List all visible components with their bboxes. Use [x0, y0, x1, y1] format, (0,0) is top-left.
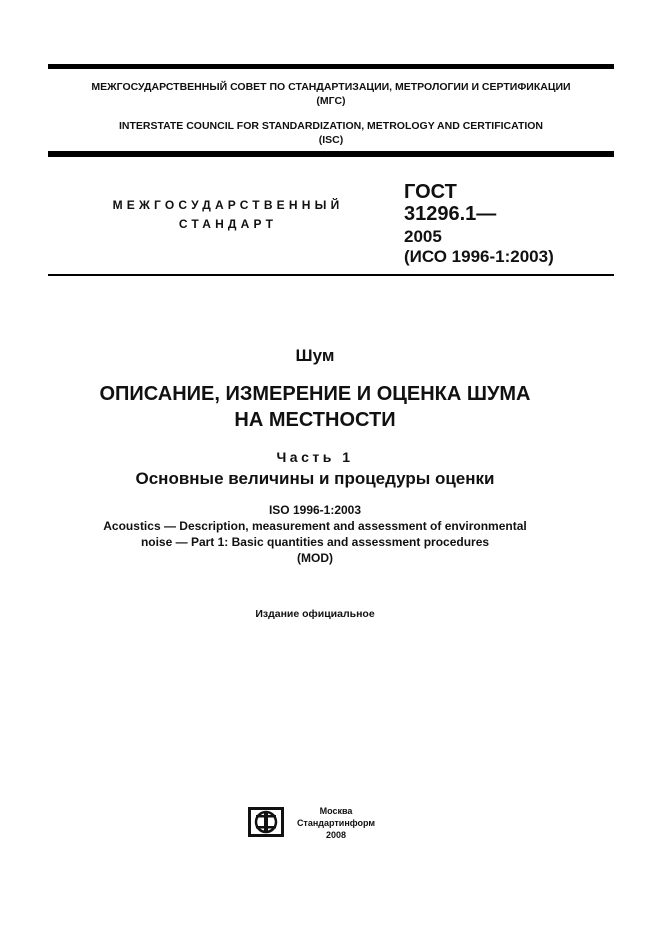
council-en-line1: INTERSTATE COUNCIL FOR STANDARDIZATION, METROLOGY AND CERTIFICATION: [118, 120, 544, 132]
publisher-logo: [248, 807, 284, 837]
main-title: [0, 381, 630, 433]
standard-designation-year: 2005: [404, 227, 442, 246]
part-title: Основные величины и процедуры оценки: [135, 469, 495, 488]
iso-modifier: (MOD): [297, 551, 333, 565]
iso-code: ISO 1996-1:2003: [268, 503, 362, 517]
top-rule: [48, 64, 614, 69]
main-title-line1: ОПИСАНИЕ, ИЗМЕРЕНИЕ И ОЦЕНКА ШУМА: [99, 383, 531, 405]
standard-kind: [88, 196, 368, 234]
publisher-year: 2008: [325, 830, 347, 840]
standard-designation-iso: (ИСО 1996-1:2003): [404, 247, 554, 266]
part-number: Часть 1: [276, 449, 354, 465]
standard-kind-line2: СТАНДАРТ: [178, 217, 278, 231]
topic-title: Шум: [295, 346, 335, 365]
standard-designation-prefix: ГОСТ: [404, 181, 457, 203]
council-ru-line2: (МГС): [316, 95, 346, 107]
iso-reference: [0, 502, 630, 566]
iso-title-line1: Acoustics — Description, measurement and assessment of environmental: [103, 519, 527, 533]
header-bottom-rule: [48, 151, 614, 157]
publisher-city: Москва: [319, 806, 353, 816]
main-title-line2: НА МЕСТНОСТИ: [234, 409, 396, 431]
designation-rule: [48, 274, 614, 276]
council-ru-line1: МЕЖГОСУДАРСТВЕННЫЙ СОВЕТ ПО СТАНДАРТИЗАЦИИ, МЕТРОЛОГИИ И СЕРТИФИКАЦИИ: [91, 81, 571, 93]
iso-title-line2: noise — Part 1: Basic quantities and assessment procedures: [140, 535, 490, 549]
publisher-name: Стандартинформ: [296, 818, 376, 828]
edition-label: Издание официальное: [255, 608, 375, 620]
standartinform-logo-icon: [248, 807, 284, 837]
publisher-imprint: [288, 805, 384, 841]
council-ru-name: [48, 80, 614, 108]
standard-kind-line1: МЕЖГОСУДАРСТВЕННЫЙ: [112, 198, 344, 212]
standard-designation-number: 31296.1—: [404, 203, 497, 225]
council-en-name: [48, 119, 614, 147]
council-en-line2: (ISC): [318, 134, 344, 146]
